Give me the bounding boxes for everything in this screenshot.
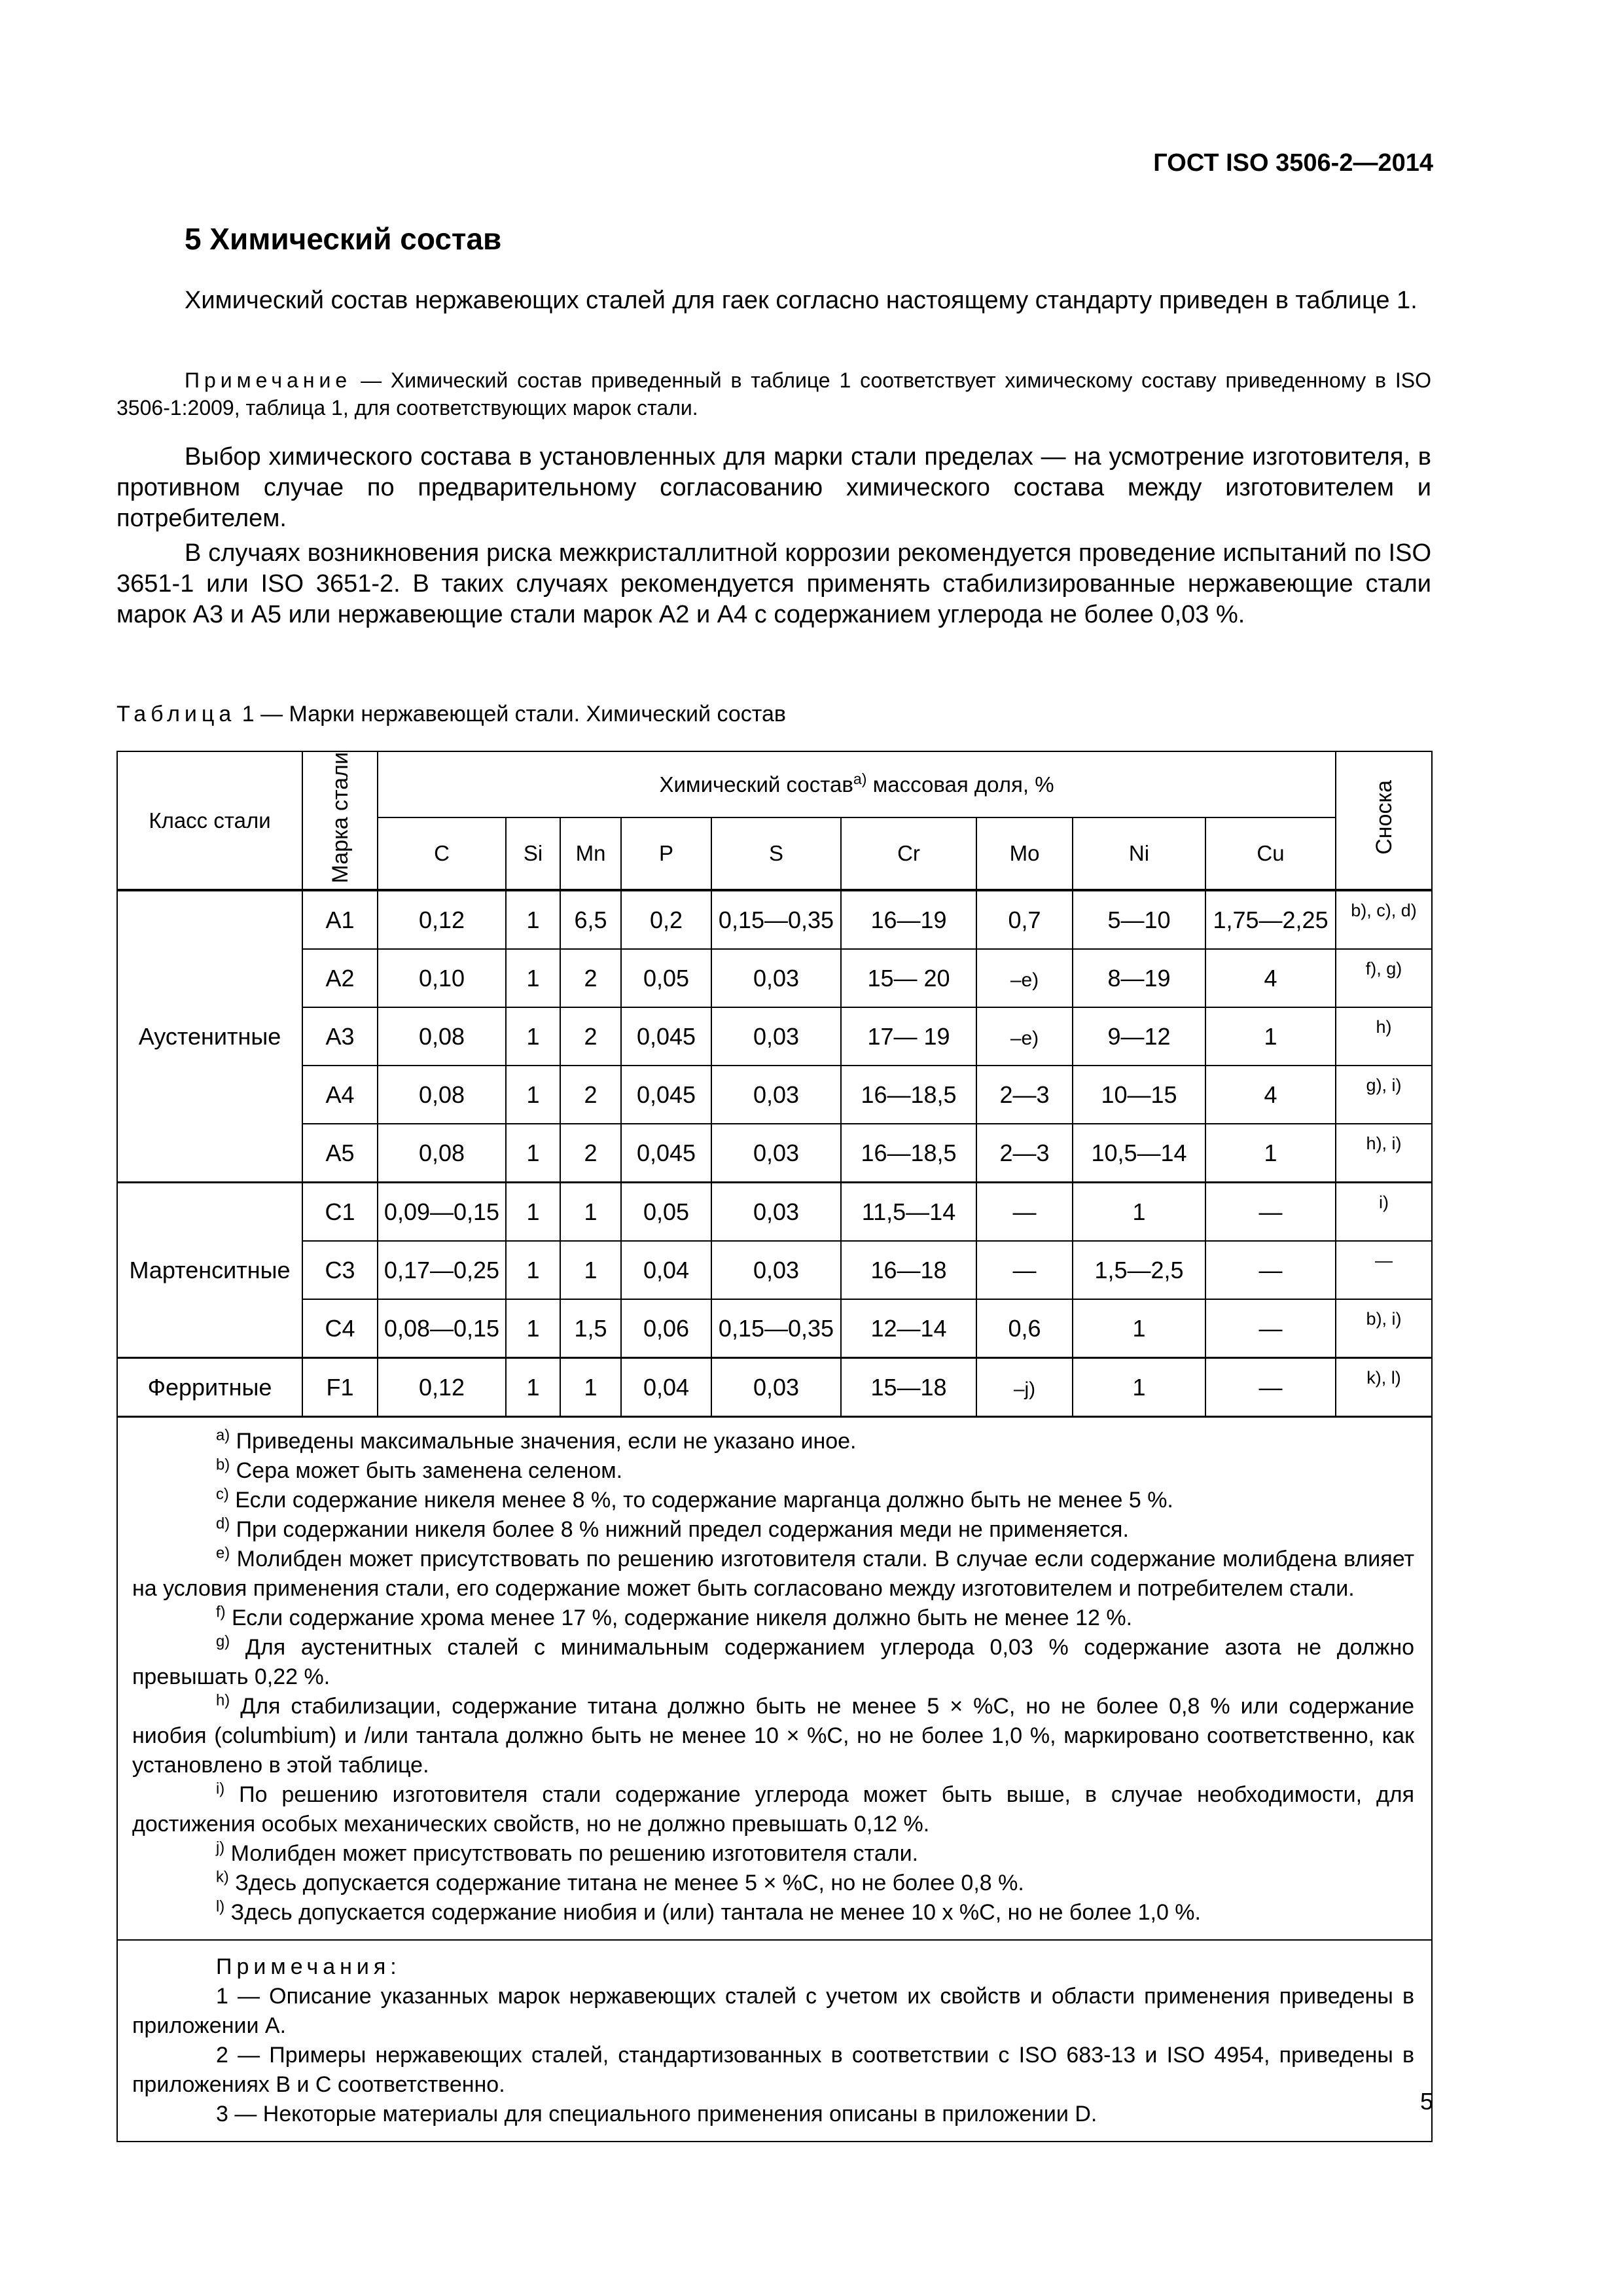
steel-grade-cell: A2 [302,949,378,1007]
composition-value-cell: 2—3 [976,1066,1073,1124]
header-steel-grade: Марка стали [302,751,378,890]
composition-value-cell: 1 [1073,1299,1205,1358]
composition-value-cell: 1 [506,949,560,1007]
composition-value-cell: 2 [560,1007,621,1066]
composition-value-cell: 1 [560,1241,621,1299]
paragraph-intro: Химический состав нержавеющих сталей для гаек согласно настоящему стандарту приведен в таблице 1. [185,287,1418,314]
footnote-mark: g) [216,1633,230,1651]
composition-value-cell: 1 [506,1007,560,1066]
composition-value-cell: 0,10 [378,949,506,1007]
note-item: 2 — Примеры нержавеющих сталей, стандартизованных в соответствии с ISO 683-13 и ISO 4954, приведены в приложениях В и С соответственно. [132,2043,1415,2098]
table-row [117,1007,1432,1066]
composition-value-cell: 16—19 [841,890,976,949]
composition-value-cell [976,1007,1073,1066]
composition-value-cell: 1 [560,1183,621,1242]
footnote-ref-cell: g), i) [1336,1066,1432,1124]
composition-value-cell: 0,045 [621,1124,711,1183]
footnote-mark: i) [216,1780,225,1799]
composition-value-cell: 10,5—14 [1073,1124,1205,1183]
table-row [117,1124,1432,1183]
composition-value-cell: 1 [506,1299,560,1358]
footnote-ref-cell: b), c), d) [1336,890,1432,949]
header-element-p: P [621,817,711,890]
composition-value-cell: 0,12 [378,890,506,949]
composition-value-cell: 2—3 [976,1124,1073,1183]
note-text: — Химический состав приведенный в таблице 1 соответствует химическому составу приведенному в ISO 3506-1:2009, таблица 1, для соответствующих марок стали. [116,368,1431,420]
composition-value-cell: 0,08—0,15 [378,1299,506,1358]
steel-class-cell: Аустенитные [117,890,302,1183]
paragraph-corrosion: В случаях возникновения риска межкристаллитной коррозии рекомендуется проведение испытаний по ISO 3651-1 или ISO 3651-2. В таких случаях рекомендуется применять стабилизированные нержавеющие стали марок А3 и А5 или нержавеющие стали марок А2 и А4 с содержанием углерода не более 0,03 %. [116,539,1431,628]
composition-value-cell: 1 [1205,1007,1336,1066]
composition-value-cell: 2 [560,1066,621,1124]
composition-value-cell: 15— 20 [841,949,976,1007]
footnote-item [132,1545,1414,1604]
header-element-s: S [711,817,841,890]
composition-value-cell: 0,03 [711,1358,841,1417]
footnote-mark: c) [216,1486,229,1504]
header-element-mo: Mo [976,817,1073,890]
header-element-mn: Mn [560,817,621,890]
footnote-mark: f) [216,1604,226,1622]
footnote-mark: k) [216,1869,229,1887]
header-element-cr: Cr [841,817,976,890]
footnote-text: Если содержание хрома менее 17 %, содержание никеля должно быть не менее 12 %. [225,1605,1133,1631]
page-number: 5 [1419,2088,1433,2115]
note-item: 1 — Описание указанных марок нержавеющих сталей с учетом их свойств и области применения приведены в приложении А. [132,1984,1415,2039]
footnote-text: Здесь допускается содержание титана не менее 5 × %С, но не более 0,8 %. [228,1871,1024,1896]
footnote-ref-cell: h) [1336,1007,1432,1066]
composition-value-cell: 11,5—14 [841,1183,976,1242]
composition-value-cell: 1 [1205,1124,1336,1183]
composition-value-cell: 0,03 [711,1124,841,1183]
footnote-ref-cell: f), g) [1336,949,1432,1007]
composition-value-cell: — [1205,1358,1336,1417]
composition-value-cell: 1 [506,1358,560,1417]
footnote-mark: l) [216,1898,225,1916]
steel-grade-cell: A5 [302,1124,378,1183]
composition-value-cell: 8—19 [1073,949,1205,1007]
header-element-si: Si [506,817,560,890]
table-body [117,890,1432,1417]
composition-value-cell: 0,7 [976,890,1073,949]
footnote-ref-cell: i) [1336,1183,1432,1242]
header-element-cu: Cu [1205,817,1336,890]
composition-value-cell: 0,03 [711,1241,841,1299]
dash-with-footnote: –e) [1010,969,1039,991]
composition-value-cell: 0,6 [976,1299,1073,1358]
composition-value-cell: 0,12 [378,1358,506,1417]
steel-grade-cell: A1 [302,890,378,949]
table-row [117,890,1432,949]
footnote-item [132,1780,1414,1839]
composition-value-cell: 0,09—0,15 [378,1183,506,1242]
composition-value-cell: 0,05 [621,1183,711,1242]
footnote-text: Приведены максимальные значения, если не указано иное. [230,1429,857,1454]
footnote-text: Для стабилизации, содержание титана должно быть не менее 5 × %С, но не более 0,8 % или содержание ниобия (columbium) и /или тантала должно быть не менее 10 × %С, но не более 1,0 %, маркировано соответственно, как установлено в этой таблице. [132,1694,1415,1778]
composition-value-cell: 10—15 [1073,1066,1205,1124]
table-row [117,1358,1432,1417]
steel-class-cell: Ферритные [117,1358,302,1417]
footnote-item [132,1692,1414,1780]
header-footnote: Сноска [1336,751,1432,890]
footnote-item [132,1515,1414,1545]
footnote-item [132,1486,1414,1515]
dash-with-footnote: –j) [1013,1378,1036,1400]
footnote-text: Молибден может присутствовать по решению изготовителя стали. [224,1841,919,1867]
footnote-mark: h) [216,1692,230,1710]
composition-table [116,751,1433,2142]
steel-grade-cell: C3 [302,1241,378,1299]
composition-value-cell: 0,08 [378,1124,506,1183]
footnote-text: Если содержание никеля менее 8 %, то содержание марганца должно быть не менее 5 %. [228,1488,1173,1513]
composition-value-cell: 0,17—0,25 [378,1241,506,1299]
table-caption-text: 1 — Марки нержавеющей стали. Химический состав [236,702,786,726]
steel-grade-cell: C1 [302,1183,378,1242]
footnote-ref-cell: b), i) [1336,1299,1432,1358]
composition-value-cell: 1,5—2,5 [1073,1241,1205,1299]
composition-value-cell: 4 [1205,949,1336,1007]
footnote-item [132,1456,1414,1486]
composition-value-cell: 0,15—0,35 [711,890,841,949]
composition-value-cell: 9—12 [1073,1007,1205,1066]
steel-class-cell: Мартенситные [117,1183,302,1358]
composition-value-cell: 0,2 [621,890,711,949]
composition-value-cell: 0,03 [711,949,841,1007]
footnote-ref-cell: k), l) [1336,1358,1432,1417]
composition-value-cell: 1 [560,1358,621,1417]
footnote-mark: b) [216,1456,230,1475]
footnote-item [132,1839,1414,1869]
composition-value-cell: 0,03 [711,1066,841,1124]
composition-value-cell: 16—18,5 [841,1066,976,1124]
dash-with-footnote: –e) [1010,1027,1039,1049]
composition-value-cell: — [1205,1241,1336,1299]
header-element-ni: Ni [1073,817,1205,890]
composition-value-cell: 1,75—2,25 [1205,890,1336,949]
composition-value-cell: — [976,1183,1073,1242]
composition-value-cell: 16—18,5 [841,1124,976,1183]
footnote-text: По решению изготовителя стали содержание углерода может быть выше, в случае необходимости, для достижения особых механических свойств, но не должно превышать 0,12 %. [132,1782,1415,1837]
footnote-mark: j) [216,1839,225,1857]
document-code: ГОСТ ISO 3506-2—2014 [1153,149,1433,177]
header-element-c: C [378,817,506,890]
footnote-ref-cell: h), i) [1336,1124,1432,1183]
composition-value-cell: 2 [560,949,621,1007]
composition-value-cell: 0,045 [621,1007,711,1066]
notes-cell [117,1940,1432,2142]
composition-value-cell: 15—18 [841,1358,976,1417]
composition-value-cell: 1 [506,1241,560,1299]
footnote-text: Здесь допускается содержание ниобия и (или) тантала не менее 10 х %С, но не более 1,0 %. [224,1900,1201,1926]
composition-value-cell [976,949,1073,1007]
table-row [117,949,1432,1007]
table-caption-label: Таблица [116,702,236,726]
section-heading: 5 Химический состав [185,222,502,256]
table-row [117,1299,1432,1358]
composition-value-cell: 17— 19 [841,1007,976,1066]
footnote-ref-cell: — [1336,1241,1432,1299]
composition-value-cell: 0,05 [621,949,711,1007]
footnote-item [132,1898,1414,1928]
footnote-text: Молибден может присутствовать по решению изготовителя стали. В случае если содержание молибдена влияет на условия применения стали, его содержание может быть согласовано между изготовителем и потребителем стали. [132,1547,1415,1602]
composition-value-cell [976,1358,1073,1417]
composition-value-cell: 0,04 [621,1241,711,1299]
composition-value-cell: 16—18 [841,1241,976,1299]
header-steel-class: Класс стали [117,751,302,890]
composition-value-cell: 1 [506,1124,560,1183]
composition-value-cell: 1 [506,1183,560,1242]
composition-value-cell: 1 [1073,1358,1205,1417]
composition-value-cell: 0,03 [711,1007,841,1066]
composition-value-cell: 0,045 [621,1066,711,1124]
note-label: Примечание [185,368,352,392]
composition-value-cell: 6,5 [560,890,621,949]
table-row [117,1066,1432,1124]
composition-value-cell: — [1205,1183,1336,1242]
composition-value-cell: 0,04 [621,1358,711,1417]
note-paragraph [116,367,1431,422]
composition-value-cell: 12—14 [841,1299,976,1358]
composition-value-cell: 4 [1205,1066,1336,1124]
table-row [117,1183,1432,1242]
footnote-text: Сера может быть заменена селеном. [230,1458,623,1484]
notes-label: Примечания: [216,1954,401,1980]
footnote-item [132,1427,1414,1456]
footnote-text: Для аустенитных сталей с минимальным содержанием углерода 0,03 % содержание азота не должно превышать 0,22 %. [132,1635,1415,1690]
steel-grade-cell: C4 [302,1299,378,1358]
table-caption [116,702,786,727]
steel-grade-cell: A3 [302,1007,378,1066]
composition-value-cell: 0,06 [621,1299,711,1358]
composition-value-cell: 0,08 [378,1066,506,1124]
composition-value-cell: 0,15—0,35 [711,1299,841,1358]
steel-grade-cell: F1 [302,1358,378,1417]
composition-value-cell: 5—10 [1073,890,1205,949]
composition-value-cell: 1 [1073,1183,1205,1242]
composition-value-cell: 1 [506,1066,560,1124]
steel-grade-cell: A4 [302,1066,378,1124]
composition-value-cell: 1,5 [560,1299,621,1358]
paragraph-selection: Выбор химического состава в установленных для марки стали пределах — на усмотрение изготовителя, в противном случае по предварительному согласованию химического состава между изготовителем и потребителем. [116,443,1431,532]
footnote-item [132,1633,1414,1692]
header-composition: Химический состав$^{a)}$ массовая доля, % [378,751,1336,817]
footnote-mark: a) [216,1427,230,1445]
footnote-text: При содержании никеля более 8 % нижний предел содержания меди не применяется. [230,1517,1129,1543]
table-row [117,1241,1432,1299]
footnote-mark: e) [216,1545,230,1563]
footnote-item [132,1869,1414,1898]
footnote-mark: d) [216,1515,230,1534]
composition-value-cell: — [976,1241,1073,1299]
footnotes-cell [117,1417,1432,1941]
composition-value-cell: 2 [560,1124,621,1183]
composition-value-cell: 0,08 [378,1007,506,1066]
note-item: 3 — Некоторые материалы для специального применения описаны в приложении D. [216,2102,1097,2127]
composition-value-cell: 0,03 [711,1183,841,1242]
footnote-item [132,1604,1414,1633]
composition-value-cell: — [1205,1299,1336,1358]
composition-value-cell: 1 [506,890,560,949]
